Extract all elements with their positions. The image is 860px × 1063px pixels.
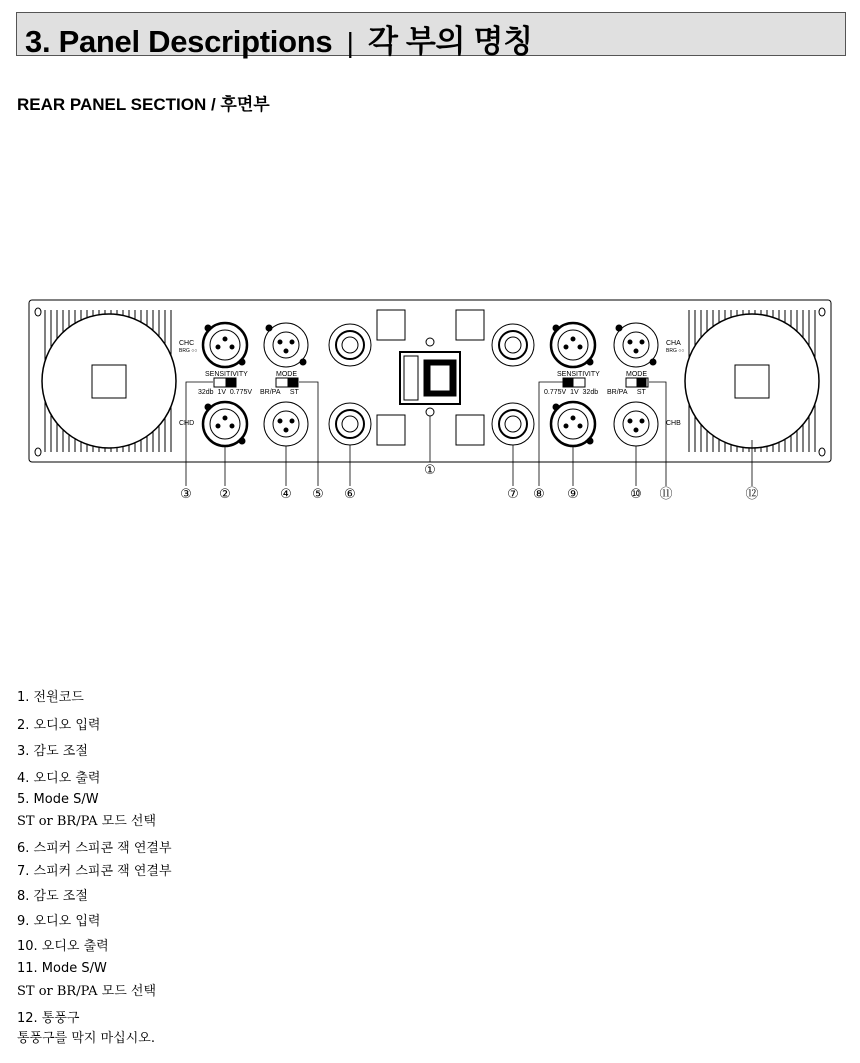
- label-mode-left: MODE: [276, 371, 297, 378]
- rear-panel-diagram: [0, 0, 860, 520]
- label-mode-values-left: BR/PA ST: [260, 389, 299, 396]
- legend-item-5: 5. Mode S/W: [17, 792, 99, 807]
- callout-4: ④: [280, 486, 292, 501]
- speakon-c: [329, 324, 371, 366]
- label-chb: CHB: [666, 420, 681, 427]
- xlr-output-b: [614, 402, 658, 446]
- xlr-input-chb: [551, 402, 595, 446]
- xlr-output-d: [264, 402, 308, 446]
- title-korean: 각 부의 명칭: [367, 24, 533, 59]
- callout-10: ⑩: [630, 486, 642, 501]
- power-inlet: [400, 338, 460, 416]
- legend-item-11: 11. Mode S/W: [17, 961, 107, 976]
- label-sensitivity-right: SENSITIVITY: [557, 371, 600, 378]
- legend-sub-12: 통풍구를 막지 마십시오.: [17, 1031, 155, 1046]
- legend-item-2: 2. 오디오 입력: [17, 718, 101, 733]
- label-bridge-left: BRG ○○: [179, 348, 198, 354]
- title-separator: |: [346, 27, 354, 58]
- xlr-output-c: [264, 323, 308, 367]
- legend-item-7: 7. 스피커 스피콘 잭 연결부: [17, 864, 172, 879]
- legend-item-8: 8. 감도 조절: [17, 889, 88, 904]
- legend-item-1: 1. 전원코드: [17, 690, 84, 705]
- callout-9: ⑨: [567, 486, 579, 501]
- legend-item-12: 12. 통풍구: [17, 1011, 80, 1026]
- callout-8: ⑧: [533, 486, 545, 501]
- legend-item-3: 3. 감도 조절: [17, 744, 88, 759]
- label-mode-values-right: BR/PA ST: [607, 389, 646, 396]
- label-sensitivity-left: SENSITIVITY: [205, 371, 248, 378]
- label-mode-right: MODE: [626, 371, 647, 378]
- section-number: 3.: [25, 24, 51, 59]
- callout-7: ⑦: [507, 486, 519, 501]
- legend-item-4: 4. 오디오 출력: [17, 771, 101, 786]
- section-heading: REAR PANEL SECTION / 후면부: [17, 95, 270, 114]
- legend-sub-11: ST or BR/PA 모드 선택: [17, 984, 157, 999]
- xlr-input-cha: [551, 323, 595, 367]
- callout-1: ①: [424, 462, 436, 477]
- speakon-a: [492, 324, 534, 366]
- xlr-input-chc: [203, 323, 247, 367]
- title-english: Panel Descriptions: [58, 24, 333, 59]
- speakon-b: [492, 403, 534, 445]
- callout-12: ⑫: [745, 486, 759, 501]
- label-sens-values-right: 0.775V 1V 32db: [544, 389, 599, 396]
- xlr-output-a: [614, 323, 658, 367]
- callout-2: ②: [219, 486, 231, 501]
- label-sens-values-left: 32db 1V 0.775V: [198, 389, 253, 396]
- label-chc: CHC: [179, 340, 195, 347]
- speakon-d: [329, 403, 371, 445]
- xlr-input-chd: [203, 402, 247, 446]
- legend-item-9: 9. 오디오 입력: [17, 914, 101, 929]
- callout-3: ③: [180, 486, 192, 501]
- legend-item-10: 10. 오디오 출력: [17, 939, 109, 954]
- legend-item-6: 6. 스피커 스피콘 잭 연결부: [17, 841, 172, 856]
- label-cha: CHA: [666, 340, 681, 347]
- callout-5: ⑤: [312, 486, 324, 501]
- legend-sub-5: ST or BR/PA 모드 선택: [17, 814, 157, 829]
- callout-6: ⑥: [344, 486, 356, 501]
- callout-11: ⑪: [659, 486, 673, 501]
- label-chd: CHD: [179, 420, 195, 427]
- label-bridge-right: BRG ○○: [666, 348, 685, 354]
